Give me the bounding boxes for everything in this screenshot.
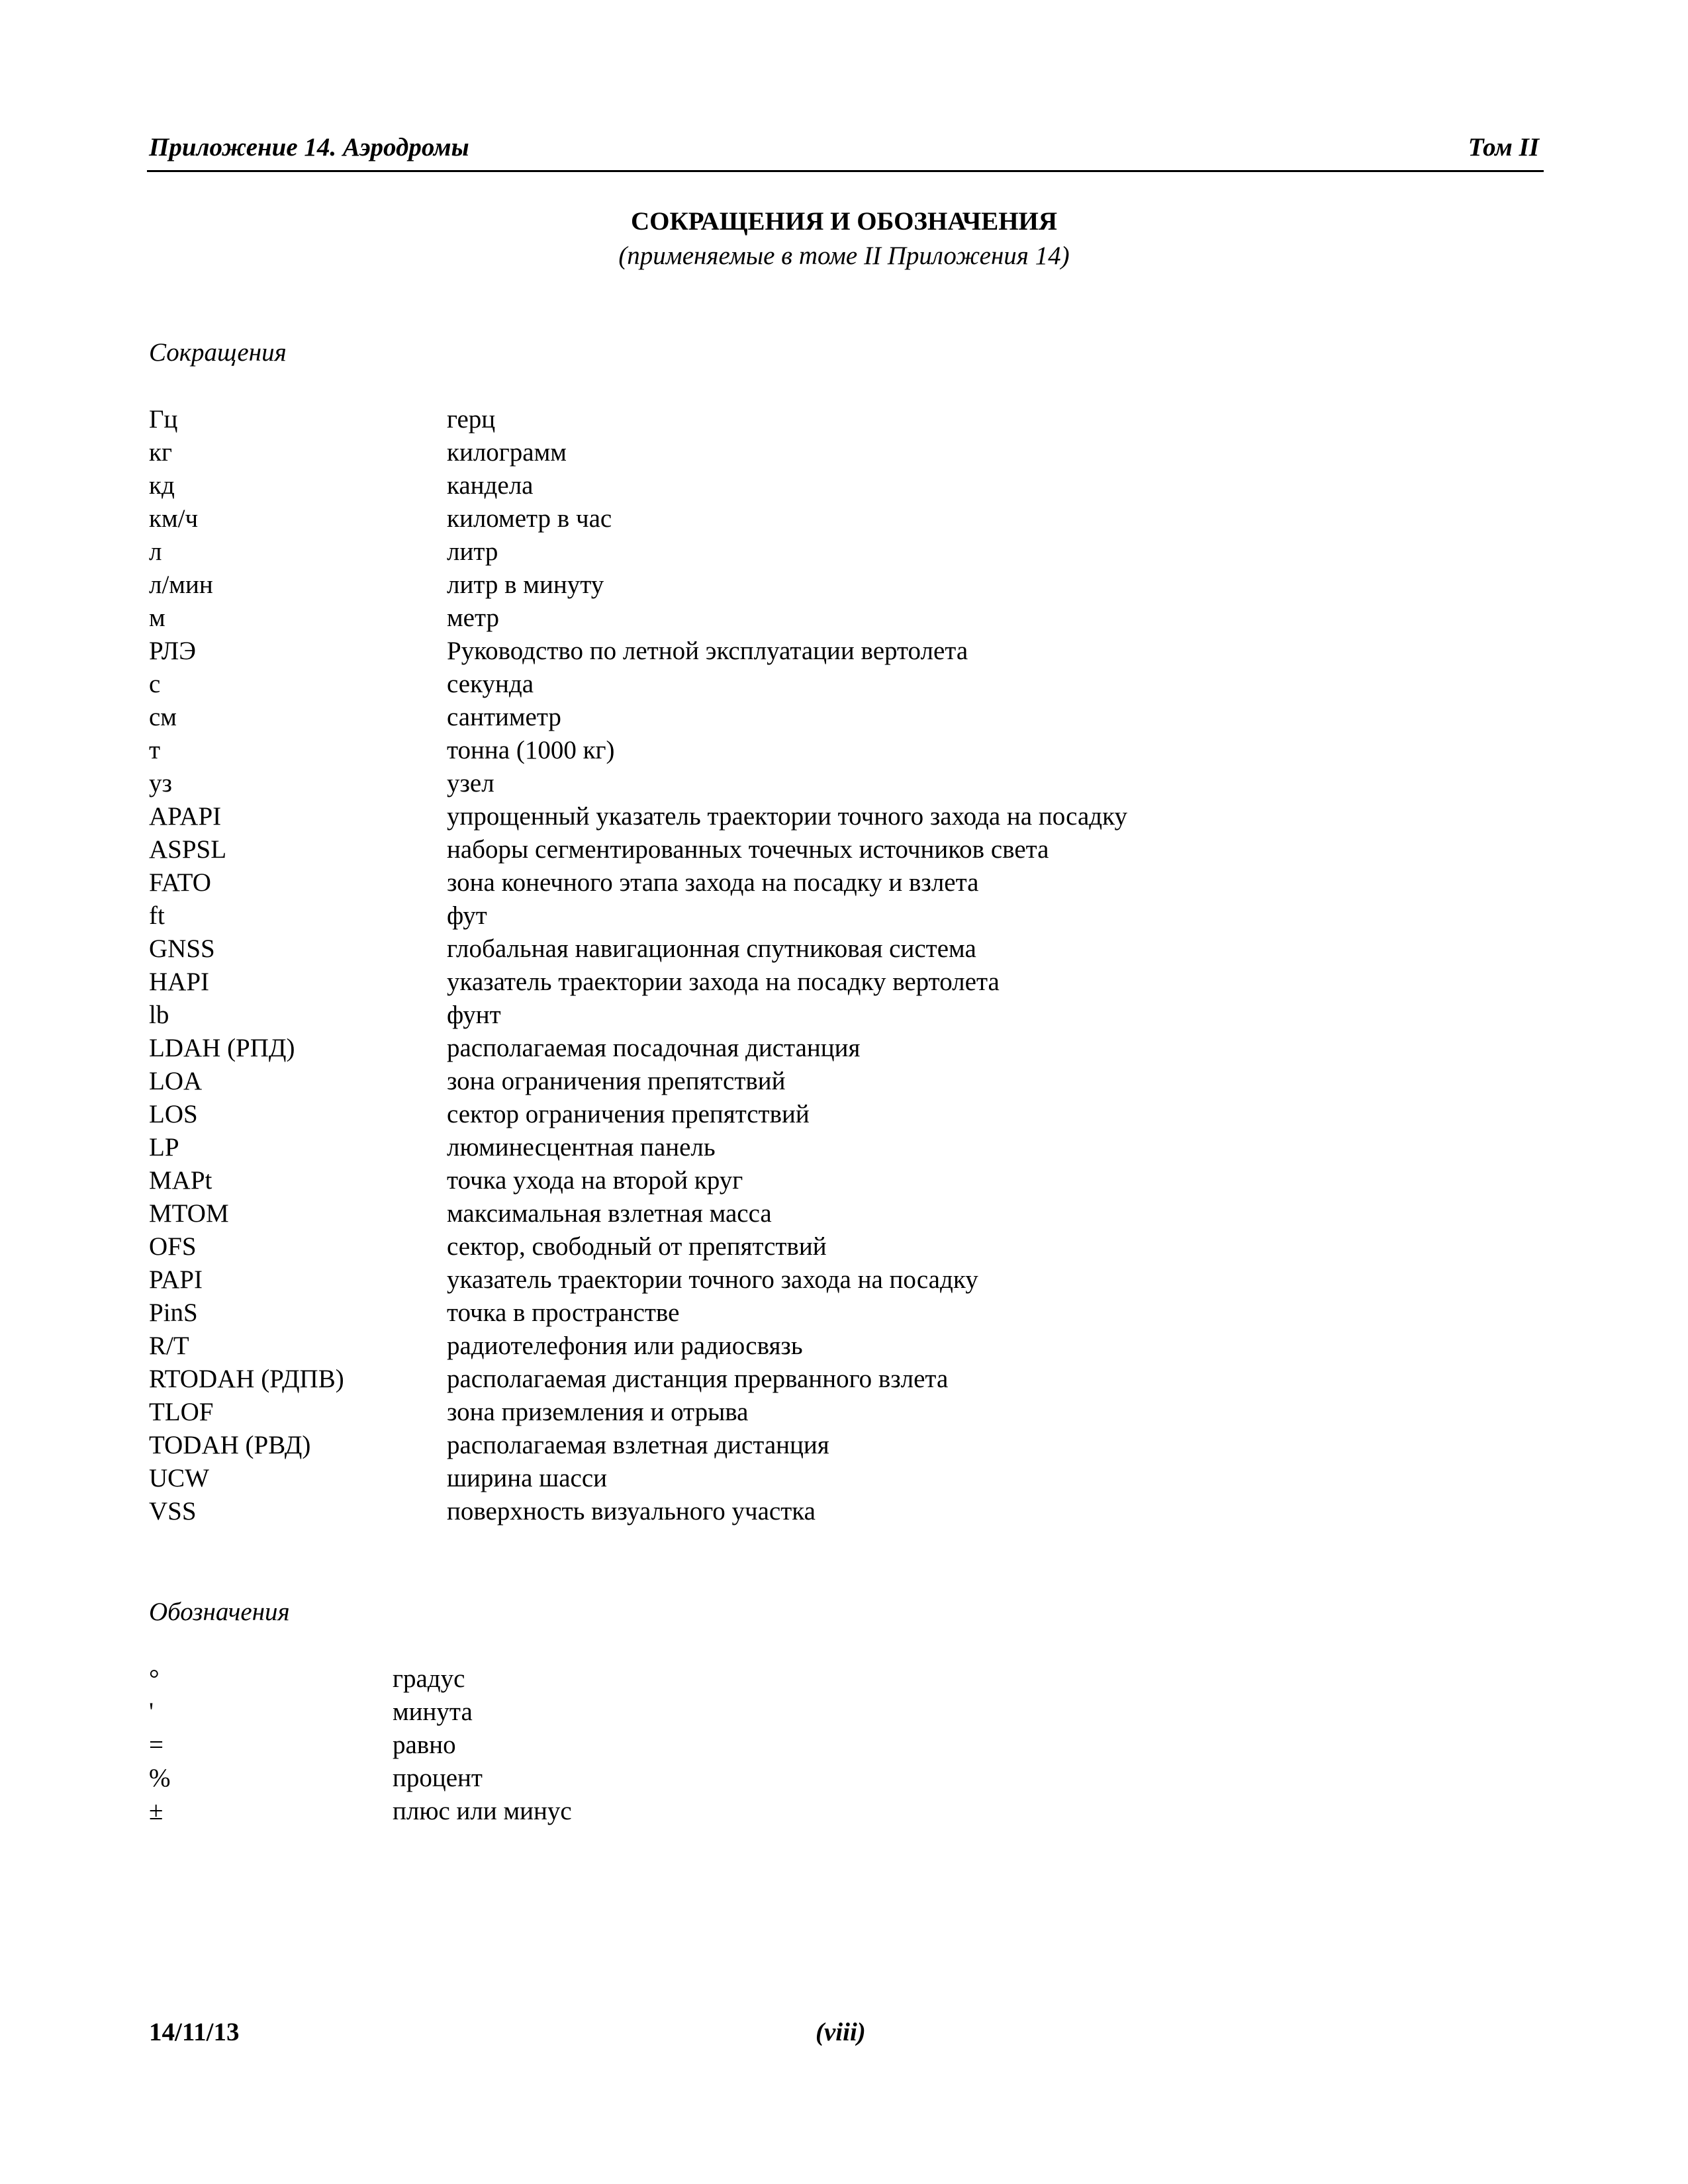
running-header-volume: Том II — [1468, 133, 1539, 161]
abbreviation-definition: метр — [447, 604, 500, 632]
symbol-term: ± — [149, 1797, 164, 1825]
symbol-definition: процент — [393, 1764, 483, 1792]
abbreviation-term: VSS — [149, 1497, 197, 1525]
header-divider — [147, 170, 1544, 172]
symbols-heading: Обозначения — [149, 1598, 290, 1626]
abbreviation-definition: располагаемая дистанция прерванного взлета — [447, 1365, 949, 1393]
abbreviation-term: ASPSL — [149, 835, 227, 864]
abbreviation-definition: тонна (1000 кг) — [447, 736, 615, 764]
abbreviation-definition: наборы сегментированных точечных источников света — [447, 835, 1049, 864]
symbol-term: % — [149, 1764, 171, 1792]
abbreviation-definition: литр в минуту — [447, 570, 604, 599]
abbreviation-definition: кандела — [447, 471, 534, 500]
abbreviation-definition: ширина шасси — [447, 1464, 608, 1492]
symbol-term: = — [149, 1731, 164, 1759]
abbreviation-definition: глобальная навигационная спутниковая система — [447, 934, 976, 963]
abbreviation-term: UCW — [149, 1464, 209, 1492]
abbreviation-term: Гц — [149, 405, 178, 433]
abbreviation-definition: секунда — [447, 670, 534, 698]
abbreviation-term: HAPI — [149, 968, 210, 996]
abbreviation-definition: радиотелефония или радиосвязь — [447, 1332, 803, 1360]
abbreviation-term: MAPt — [149, 1166, 212, 1195]
abbreviation-definition: герц — [447, 405, 496, 433]
abbreviation-term: TODAH (РВД) — [149, 1431, 311, 1459]
abbreviation-definition: располагаемая посадочная дистанция — [447, 1034, 861, 1062]
abbreviation-definition: килограмм — [447, 438, 567, 467]
symbol-term: ' — [149, 1698, 154, 1726]
abbreviation-term: TLOF — [149, 1398, 214, 1426]
abbreviation-definition: поверхность визуального участка — [447, 1497, 816, 1525]
page-subtitle: (применяемые в томе II Приложения 14) — [618, 242, 1070, 270]
abbreviation-term: PAPI — [149, 1265, 203, 1294]
page-title: СОКРАЩЕНИЯ И ОБОЗНАЧЕНИЯ — [630, 207, 1058, 236]
abbreviations-heading: Сокращения — [149, 338, 287, 367]
abbreviation-term: LOA — [149, 1067, 203, 1095]
footer-date: 14/11/13 — [149, 2018, 240, 2046]
abbreviation-term: OFS — [149, 1232, 197, 1261]
abbreviation-term: MTOM — [149, 1199, 229, 1228]
abbreviation-definition: сантиметр — [447, 703, 561, 731]
abbreviation-term: APAPI — [149, 802, 222, 831]
abbreviation-definition: зона приземления и отрыва — [447, 1398, 749, 1426]
abbreviation-term: уз — [149, 769, 172, 797]
abbreviation-term: FATO — [149, 868, 211, 897]
abbreviation-definition: точка в пространстве — [447, 1298, 680, 1327]
symbol-definition: плюс или минус — [393, 1797, 572, 1825]
abbreviation-term: GNSS — [149, 934, 215, 963]
abbreviation-definition: упрощенный указатель траектории точного захода на посадку — [447, 802, 1127, 831]
footer-page-number: (viii) — [816, 2018, 866, 2046]
abbreviation-term: см — [149, 703, 177, 731]
abbreviation-term: РЛЭ — [149, 637, 196, 665]
abbreviation-definition: указатель траектории точного захода на посадку — [447, 1265, 978, 1294]
symbol-definition: минута — [393, 1698, 473, 1726]
abbreviation-definition: фунт — [447, 1001, 501, 1029]
abbreviation-definition: сектор, свободный от препятствий — [447, 1232, 827, 1261]
running-header-title: Приложение 14. Аэродромы — [149, 133, 469, 161]
abbreviation-term: л — [149, 537, 162, 566]
abbreviation-term: кг — [149, 438, 172, 467]
abbreviation-definition: фут — [447, 901, 487, 930]
abbreviation-term: PinS — [149, 1298, 198, 1327]
abbreviation-term: R/T — [149, 1332, 189, 1360]
abbreviation-term: м — [149, 604, 165, 632]
abbreviation-definition: зона конечного этапа захода на посадку и взлета — [447, 868, 979, 897]
abbreviation-term: ft — [149, 901, 165, 930]
abbreviation-definition: указатель траектории захода на посадку вертолета — [447, 968, 1000, 996]
symbol-definition: градус — [393, 1664, 465, 1693]
abbreviation-term: LDAH (РПД) — [149, 1034, 295, 1062]
abbreviation-definition: сектор ограничения препятствий — [447, 1100, 810, 1128]
abbreviation-definition: литр — [447, 537, 498, 566]
abbreviation-definition: располагаемая взлетная дистанция — [447, 1431, 829, 1459]
symbol-term: ° — [149, 1664, 160, 1693]
abbreviation-definition: люминесцентная панель — [447, 1133, 716, 1161]
symbol-definition: равно — [393, 1731, 456, 1759]
abbreviation-definition: максимальная взлетная масса — [447, 1199, 772, 1228]
abbreviation-term: т — [149, 736, 161, 764]
abbreviation-term: кд — [149, 471, 175, 500]
abbreviation-term: LOS — [149, 1100, 198, 1128]
abbreviation-term: lb — [149, 1001, 169, 1029]
abbreviation-term: LP — [149, 1133, 179, 1161]
abbreviation-definition: точка ухода на второй круг — [447, 1166, 743, 1195]
abbreviation-term: л/мин — [149, 570, 213, 599]
abbreviation-definition: узел — [447, 769, 494, 797]
abbreviation-term: с — [149, 670, 161, 698]
abbreviation-term: RTODAH (РДПВ) — [149, 1365, 344, 1393]
abbreviation-term: км/ч — [149, 504, 199, 533]
abbreviation-definition: зона ограничения препятствий — [447, 1067, 786, 1095]
abbreviation-definition: километр в час — [447, 504, 612, 533]
abbreviation-definition: Руководство по летной эксплуатации вертолета — [447, 637, 968, 665]
